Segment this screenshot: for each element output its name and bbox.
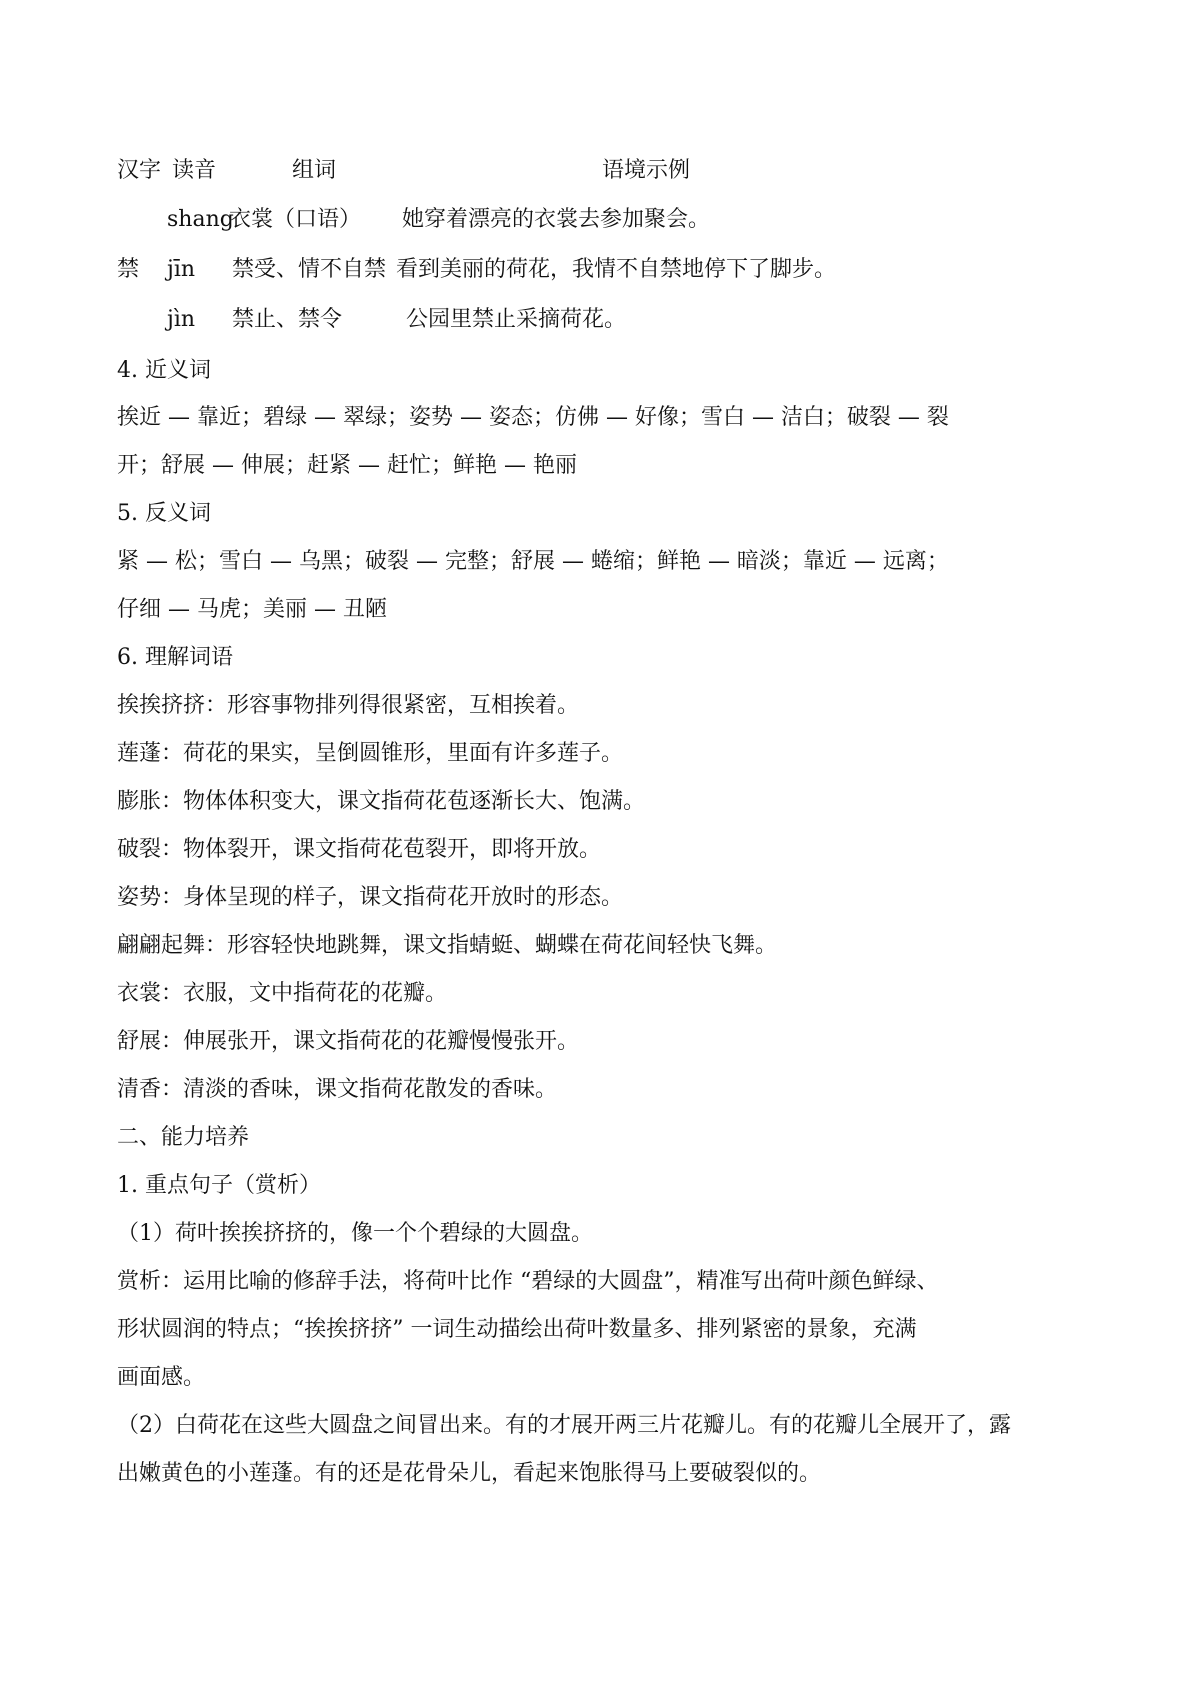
vocab-item: 舒展：伸展张开，课文指荷花的花瓣慢慢张开。	[117, 1029, 580, 1054]
analysis-line: 形状圆润的特点；“挨挨挤挤” 一词生动描绘出荷叶数量多、排列紧密的景象，充满	[117, 1317, 917, 1342]
key-sentence: （2）白荷花在这些大圆盘之间冒出来。有的才展开两三片花瓣儿。有的花瓣儿全展开了，露	[117, 1413, 1012, 1438]
analysis-line: 画面感。	[117, 1365, 206, 1390]
row-words: 衣裳（口语）	[229, 207, 362, 232]
row-example: 公园里禁止采摘荷花。	[406, 307, 627, 332]
vocab-item: 破裂：物体裂开，课文指荷花苞裂开，即将开放。	[117, 837, 602, 862]
row-example: 看到美丽的荷花，我情不自禁地停下了脚步。	[396, 257, 837, 282]
subsection-heading: 1. 重点句子（赏析）	[117, 1173, 321, 1198]
vocab-item: 衣裳：衣服，文中指荷花的花瓣。	[117, 981, 448, 1006]
header-pinyin: 读音	[172, 158, 217, 183]
antonyms-line: 紧 — 松；雪白 — 乌黑；破裂 — 完整；舒展 — 蜷缩；鲜艳 — 暗淡；靠近 — 远离；	[117, 549, 949, 574]
header-words: 组词	[292, 158, 337, 183]
row-pinyin: shang	[167, 207, 234, 232]
analysis-line: 赏析：运用比喻的修辞手法，将荷叶比作 “碧绿的大圆盘”，精准写出荷叶颜色鲜绿、	[117, 1269, 939, 1294]
antonyms-line: 仔细 — 马虎；美丽 — 丑陋	[117, 597, 387, 622]
vocab-item: 翩翩起舞：形容轻快地跳舞，课文指蜻蜓、蝴蝶在荷花间轻快飞舞。	[117, 933, 778, 958]
vocab-item: 膨胀：物体体积变大，课文指荷花苞逐渐长大、饱满。	[117, 789, 646, 814]
synonyms-line: 挨近 — 靠近；碧绿 — 翠绿；姿势 — 姿态；仿佛 — 好像；雪白 — 洁白；破裂 — 裂	[117, 405, 949, 430]
key-sentence: （1）荷叶挨挨挤挤的，像一个个碧绿的大圆盘。	[117, 1221, 593, 1246]
vocab-item: 清香：清淡的香味，课文指荷花散发的香味。	[117, 1077, 558, 1102]
antonyms-heading: 5. 反义词	[117, 501, 211, 526]
section-heading: 二、能力培养	[117, 1125, 250, 1150]
synonyms-line: 开；舒展 — 伸展；赶紧 — 赶忙；鲜艳 — 艳丽	[117, 453, 577, 478]
synonyms-heading: 4. 近义词	[117, 358, 211, 383]
row-pinyin: jīn	[167, 257, 196, 282]
row-char: 禁	[117, 257, 140, 282]
row-pinyin: jìn	[167, 307, 196, 332]
vocab-item: 莲蓬：荷花的果实，呈倒圆锥形，里面有许多莲子。	[117, 741, 624, 766]
vocab-item: 姿势：身体呈现的样子，课文指荷花开放时的形态。	[117, 885, 624, 910]
vocab-heading: 6. 理解词语	[117, 645, 233, 670]
row-words: 禁受、情不自禁	[232, 257, 387, 282]
key-sentence: 出嫩黄色的小莲蓬。有的还是花骨朵儿，看起来饱胀得马上要破裂似的。	[117, 1461, 822, 1486]
vocab-item: 挨挨挤挤：形容事物排列得很紧密，互相挨着。	[117, 693, 580, 718]
header-example: 语境示例	[602, 158, 691, 183]
row-example: 她穿着漂亮的衣裳去参加聚会。	[402, 207, 711, 232]
header-hanzi: 汉字	[117, 158, 162, 183]
row-words: 禁止、禁令	[232, 307, 343, 332]
